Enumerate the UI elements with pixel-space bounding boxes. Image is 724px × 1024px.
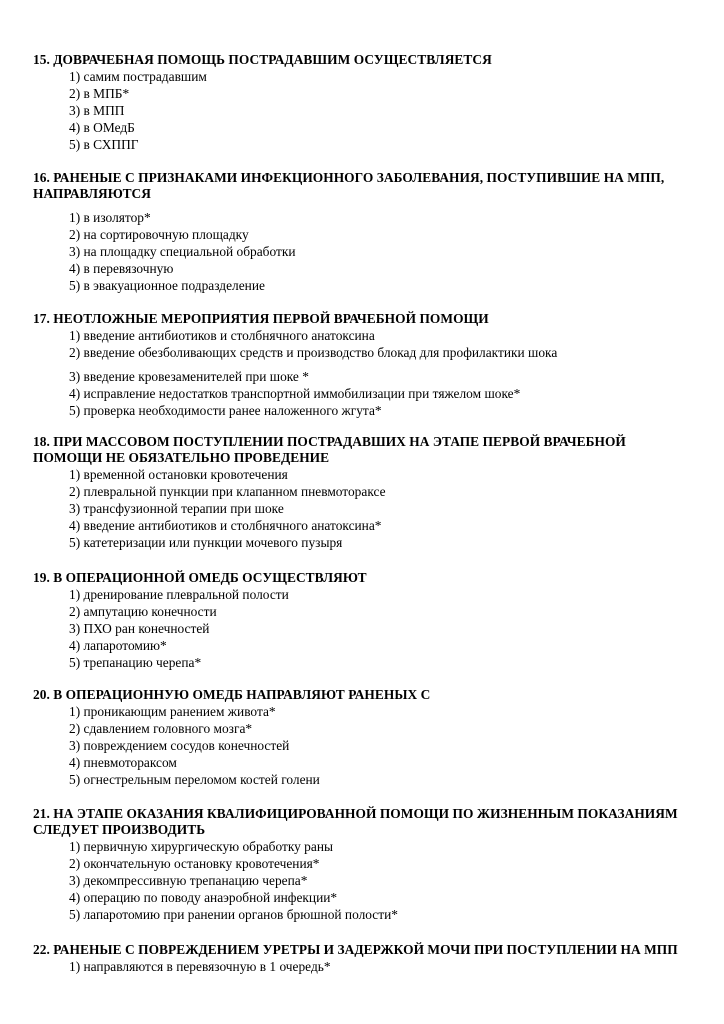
question-20: [33, 687, 698, 788]
question-title: 19. В ОПЕРАЦИОННОЙ ОМЕДБ ОСУЩЕСТВЛЯЮТ: [33, 570, 367, 585]
answer-list: [33, 838, 698, 923]
answer-option: 5) трепанацию черепа*: [69, 655, 202, 670]
answer-option: 3) повреждением сосудов конечностей: [69, 738, 290, 753]
question-title: 22. РАНЕНЫЕ С ПОВРЕЖДЕНИЕМ УРЕТРЫ И ЗАДЕРЖКОЙ МОЧИ ПРИ ПОСТУПЛЕНИИ НА МПП: [33, 942, 678, 957]
answer-option: 4) лапаротомию*: [69, 638, 167, 653]
answer-list: [33, 209, 698, 294]
answer-option: 1) проникающим ранением живота*: [69, 704, 276, 719]
answer-option: 4) пневмотораксом: [69, 755, 177, 770]
question-title: 20. В ОПЕРАЦИОННУЮ ОМЕДБ НАПРАВЛЯЮТ РАНЕНЫХ С: [33, 687, 431, 702]
answer-option: 4) в ОМедБ: [69, 120, 135, 135]
question-title: 16. РАНЕНЫЕ С ПРИЗНАКАМИ ИНФЕКЦИОННОГО ЗАБОЛЕВАНИЯ, ПОСТУПИВШИЕ НА МПП, НАПРАВЛЯЮТСЯ: [33, 170, 665, 201]
question-18: [33, 434, 698, 551]
question-19: [33, 570, 698, 671]
question-21: [33, 806, 698, 923]
answer-option: 3) декомпрессивную трепанацию черепа*: [69, 873, 308, 888]
answer-option: 3) на площадку специальной обработки: [69, 244, 296, 259]
answer-list: [33, 327, 698, 419]
answer-option: 4) исправление недостатков транспортной иммобилизации при тяжелом шоке*: [69, 386, 521, 401]
answer-option: 5) огнестрельным переломом костей голени: [69, 772, 320, 787]
answer-option: 3) в МПП: [69, 103, 125, 118]
answer-option: 4) введение антибиотиков и столбнячного анатоксина*: [69, 518, 382, 533]
answer-option: 1) самим пострадавшим: [69, 69, 207, 84]
question-15: [33, 52, 698, 153]
answer-list: [33, 586, 698, 671]
answer-option: 5) проверка необходимости ранее наложенного жгута*: [69, 403, 382, 418]
answer-option: 2) ампутацию конечности: [69, 604, 217, 619]
answer-option: 1) временной остановки кровотечения: [69, 467, 288, 482]
question-22: [33, 942, 698, 975]
answer-option: 1) дренирование плевральной полости: [69, 587, 289, 602]
answer-option: 3) введение кровезаменителей при шоке *: [69, 369, 309, 384]
answer-option: 1) направляются в перевязочную в 1 очередь*: [69, 959, 331, 974]
answer-list: [33, 703, 698, 788]
question-title: 18. ПРИ МАССОВОМ ПОСТУПЛЕНИИ ПОСТРАДАВШИХ НА ЭТАПЕ ПЕРВОЙ ВРАЧЕБНОЙ ПОМОЩИ НЕ ОБЯЗАТЕЛЬНО ПРОВЕДЕНИЕ: [33, 434, 626, 465]
question-title: 15. ДОВРАЧЕБНАЯ ПОМОЩЬ ПОСТРАДАВШИМ ОСУЩЕСТВЛЯЕТСЯ: [33, 52, 492, 67]
answer-option: 3) трансфузионной терапии при шоке: [69, 501, 284, 516]
answer-option: 2) на сортировочную площадку: [69, 227, 249, 242]
answer-option: 5) в СХППГ: [69, 137, 139, 152]
answer-option: 1) введение антибиотиков и столбнячного анатоксина: [69, 328, 375, 343]
answer-option: 2) сдавлением головного мозга*: [69, 721, 253, 736]
answer-list: [33, 68, 698, 153]
answer-list: [33, 958, 698, 975]
answer-option: 5) в эвакуационное подразделение: [69, 278, 265, 293]
question-title: 17. НЕОТЛОЖНЫЕ МЕРОПРИЯТИЯ ПЕРВОЙ ВРАЧЕБНОЙ ПОМОЩИ: [33, 311, 489, 326]
question-17: [33, 311, 698, 419]
answer-option: 3) ПХО ран конечностей: [69, 621, 210, 636]
answer-option: 5) катетеризации или пункции мочевого пузыря: [69, 535, 343, 550]
answer-option: 4) операцию по поводу анаэробной инфекции*: [69, 890, 338, 905]
answer-option: 2) в МПБ*: [69, 86, 130, 101]
answer-option: 1) в изолятор*: [69, 210, 151, 225]
answer-list: [33, 466, 698, 551]
answer-option: 1) первичную хирургическую обработку раны: [69, 839, 333, 854]
answer-option: 2) введение обезболивающих средств и производство блокад для профилактики шока: [69, 345, 558, 360]
answer-option: 5) лапаротомию при ранении органов брюшной полости*: [69, 907, 398, 922]
question-16: [33, 170, 698, 294]
answer-option: 4) в перевязочную: [69, 261, 174, 276]
answer-option: 2) окончательную остановку кровотечения*: [69, 856, 320, 871]
question-title: 21. НА ЭТАПЕ ОКАЗАНИЯ КВАЛИФИЦИРОВАННОЙ ПОМОЩИ ПО ЖИЗНЕННЫМ ПОКАЗАНИЯМ СЛЕДУЕТ ПРОИЗВОДИТЬ: [33, 806, 678, 837]
answer-option: 2) плевральной пункции при клапанном пневмотораксе: [69, 484, 386, 499]
